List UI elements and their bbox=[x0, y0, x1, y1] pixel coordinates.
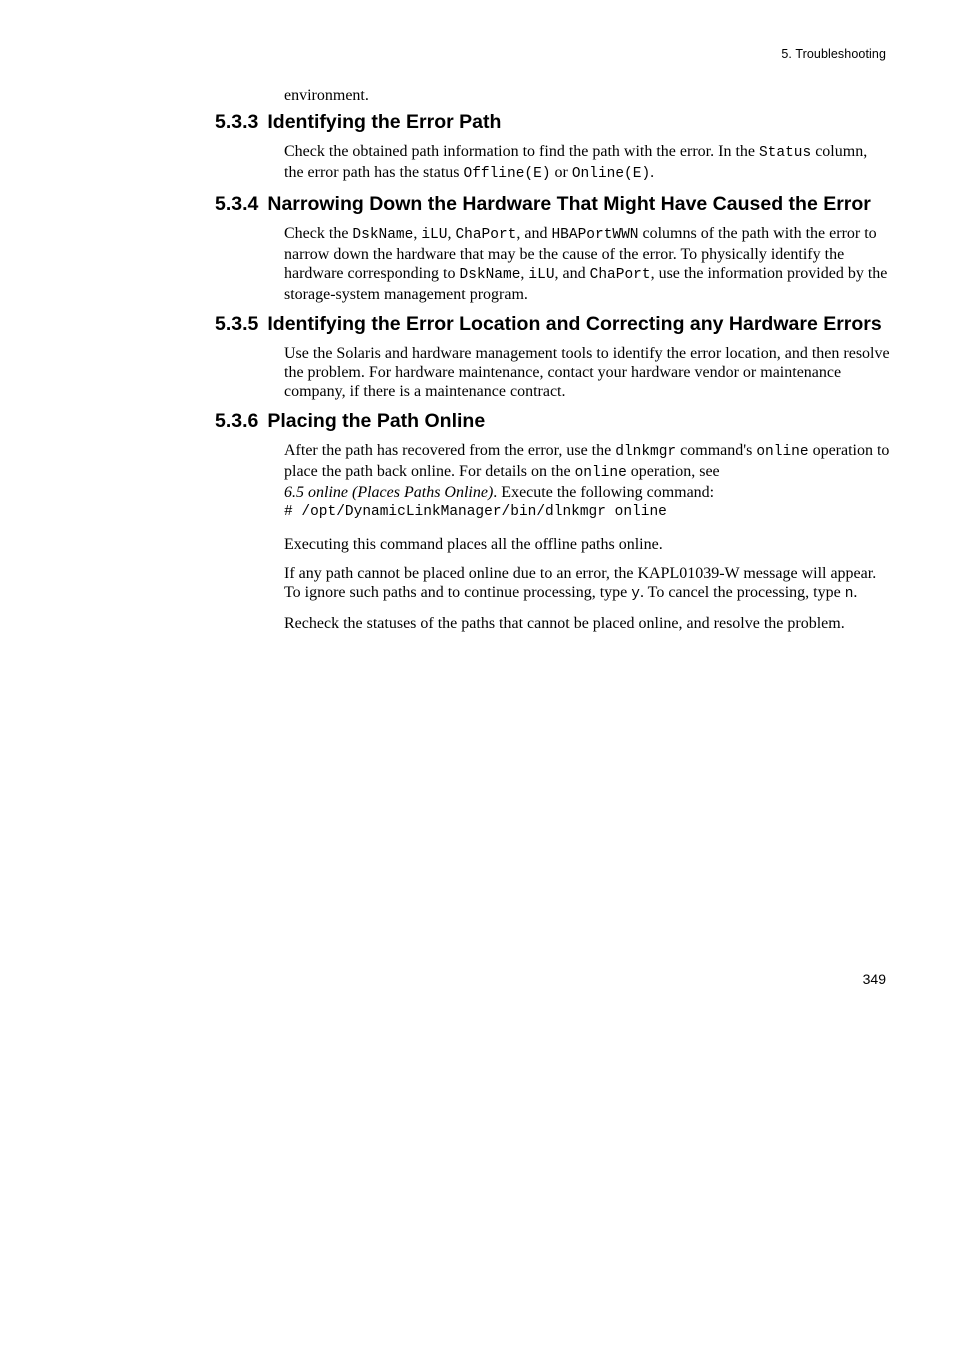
section-title: Identifying the Error Location and Correcting any Hardware Errors bbox=[267, 312, 882, 335]
section-number: 5.3.6 bbox=[215, 409, 259, 432]
code-dlnkmgr: dlnkmgr bbox=[615, 443, 677, 460]
paragraph-5-3-5: Use the Solaris and hardware management tools to identify the error location, and then resolve the problem. For hardware maintenance, contact your hardware vendor or maintenance company, if there is a maintenance contract. bbox=[284, 344, 890, 401]
text-run: or bbox=[550, 164, 572, 182]
paragraph-5-3-6-result: Executing this command places all the offline paths online. bbox=[284, 535, 663, 553]
text-run: operation to place the path back online. For details on the bbox=[284, 441, 890, 480]
text-run: If any path cannot be placed online due to an error, the KAPL01039-W message will appear. To ignore such paths and to continue processing, type bbox=[284, 564, 877, 602]
command-line: # /opt/DynamicLinkManager/bin/dlnkmgr online bbox=[284, 503, 667, 520]
paragraph-5-3-4 bbox=[284, 224, 890, 305]
code-dskname: DskName bbox=[459, 267, 521, 284]
text-run: Check the bbox=[284, 224, 353, 242]
text-run: . Execute the following command: bbox=[493, 484, 715, 502]
text-run: , bbox=[520, 265, 529, 283]
code-ilu: iLU bbox=[421, 226, 448, 243]
code-dskname: DskName bbox=[352, 226, 414, 243]
text-run: . bbox=[853, 584, 858, 602]
text-run: . To cancel the processing, type bbox=[639, 584, 845, 602]
text-run: , use the information provided by the storage-system management program. bbox=[284, 265, 888, 304]
code-online: online bbox=[574, 464, 627, 481]
code-ilu: iLU bbox=[528, 267, 555, 284]
heading-5-3-4 bbox=[215, 193, 890, 216]
section-title: Identifying the Error Path bbox=[267, 111, 502, 133]
continuation-text: environment. bbox=[284, 87, 369, 104]
running-header: 5. Troubleshooting bbox=[781, 47, 886, 61]
text-run: After the path has recovered from the error, use the bbox=[284, 441, 616, 459]
section-number: 5.3.4 bbox=[215, 192, 259, 215]
section-title: Narrowing Down the Hardware That Might Have Caused the Error bbox=[267, 192, 871, 215]
text-run: , bbox=[413, 224, 422, 242]
paragraph-5-3-6-recheck: Recheck the statuses of the paths that cannot be placed online, and resolve the problem. bbox=[284, 615, 845, 633]
code-status: Status bbox=[758, 145, 812, 161]
text-run: columns of the path with the error to narrow down the hardware that may be the cause of the error. To physically identify the hardware corresponding to bbox=[284, 224, 877, 283]
paragraph-5-3-3 bbox=[284, 142, 890, 185]
code-chaport: ChaPort bbox=[589, 267, 651, 284]
text-run: , bbox=[447, 224, 456, 242]
page-content bbox=[215, 86, 890, 642]
code-online: online bbox=[756, 443, 809, 460]
code-hbaportwwn: HBAPortWWN bbox=[551, 226, 639, 243]
code-online-e: Online(E) bbox=[571, 166, 651, 183]
text-run: command's bbox=[676, 441, 757, 459]
text-run: column, the error path has the status bbox=[284, 143, 868, 182]
section-number: 5.3.3 bbox=[215, 111, 259, 133]
paragraph-5-3-6-error bbox=[284, 564, 890, 605]
code-chaport: ChaPort bbox=[455, 226, 517, 243]
code-y: y bbox=[631, 586, 640, 603]
text-run: Check the obtained path information to find the path with the error. In the bbox=[284, 143, 759, 160]
heading-5-3-5 bbox=[215, 313, 890, 336]
heading-5-3-6 bbox=[215, 410, 890, 433]
page-number: 349 bbox=[862, 971, 886, 987]
code-n: n bbox=[844, 586, 854, 603]
text-run: , and bbox=[516, 224, 552, 242]
text-run: operation, see bbox=[626, 462, 720, 480]
text-run: . bbox=[650, 164, 655, 182]
section-number: 5.3.5 bbox=[215, 312, 259, 335]
paragraph-5-3-6-intro bbox=[284, 441, 890, 503]
cross-reference: 6.5 online (Places Paths Online) bbox=[284, 484, 494, 502]
heading-5-3-3 bbox=[215, 111, 890, 134]
text-run: , and bbox=[554, 265, 590, 283]
section-title: Placing the Path Online bbox=[267, 409, 486, 432]
code-offline-e: Offline(E) bbox=[463, 166, 551, 183]
